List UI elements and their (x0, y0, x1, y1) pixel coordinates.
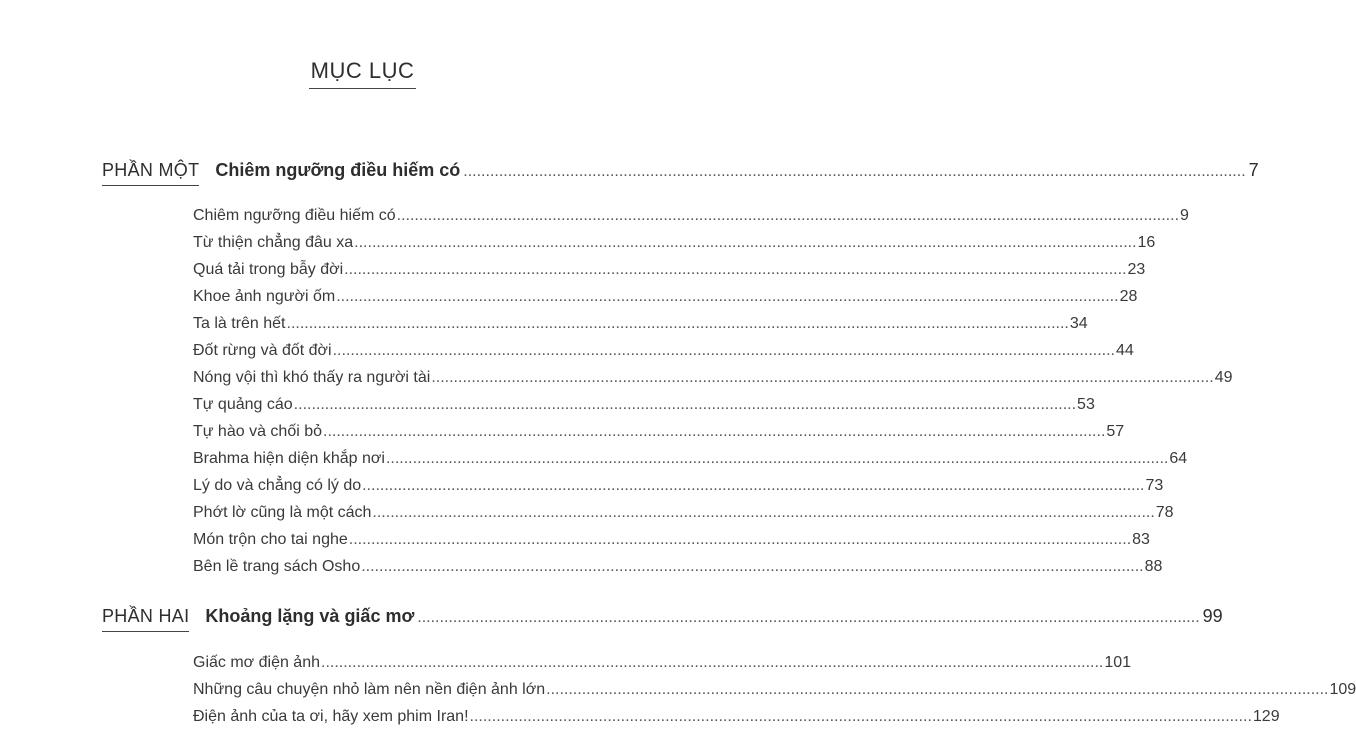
dot-leader: ................................................................................................................................................................................ (470, 708, 1252, 726)
part-title: Chiêm ngưỡng điều hiếm có (215, 160, 460, 186)
toc-entry[interactable] (193, 337, 611, 364)
toc-entry[interactable] (193, 472, 611, 499)
dot-leader: ................................................................................................................................................................................ (397, 207, 1179, 225)
toc-entry[interactable] (193, 418, 611, 445)
entry-page-number: 83 (1132, 531, 1150, 549)
entry-page-number: 78 (1156, 504, 1174, 522)
entry-page-number: 109 (1330, 681, 1356, 699)
toc-entry[interactable] (193, 526, 611, 553)
dot-leader: ................................................................................................................................................................................ (463, 163, 1245, 186)
entry-page-number: 73 (1145, 477, 1163, 495)
entry-page-number: 129 (1253, 708, 1280, 726)
entry-title: Quá tải trong bẫy đời (193, 261, 343, 279)
entry-title: Brahma hiện diện khắp nơi (193, 450, 385, 468)
dot-leader: ................................................................................................................................................................................ (294, 396, 1076, 414)
entry-page-number: 28 (1120, 288, 1138, 306)
entry-title: Lý do và chẳng có lý do (193, 477, 361, 495)
dot-leader: ................................................................................................................................................................................ (546, 681, 1328, 699)
part-title: Khoảng lặng và giấc mơ (205, 606, 414, 632)
entry-title: Bên lề trang sách Osho (193, 558, 360, 576)
toc-entry[interactable] (193, 499, 611, 526)
part-label: PHẦN HAI (102, 606, 189, 632)
toc-entry[interactable] (193, 553, 611, 580)
entry-title: Tự quảng cáo (193, 396, 293, 414)
part-heading-one[interactable] (102, 160, 612, 186)
toc-entry[interactable] (193, 229, 611, 256)
part-two-entries (193, 649, 611, 730)
dot-leader: ................................................................................................................................................................................ (417, 609, 1199, 632)
toc-entry[interactable] (193, 676, 611, 703)
entry-title: Nóng vội thì khó thấy ra người tài (193, 369, 430, 387)
dot-leader: ................................................................................................................................................................................ (372, 504, 1154, 522)
entry-page-number: 101 (1104, 654, 1131, 672)
part-heading-two[interactable] (102, 606, 612, 632)
entry-page-number: 64 (1169, 450, 1187, 468)
dot-leader: ................................................................................................................................................................................ (287, 315, 1069, 333)
toc-entry[interactable] (193, 202, 611, 229)
entry-title: Đốt rừng và đốt đời (193, 342, 332, 360)
entry-page-number: 9 (1180, 207, 1189, 225)
dot-leader: ................................................................................................................................................................................ (386, 450, 1168, 468)
part-page-number: 7 (1249, 160, 1259, 186)
entry-title: Tự hào và chối bỏ (193, 423, 322, 441)
dot-leader: ................................................................................................................................................................................ (323, 423, 1105, 441)
entry-title: Giấc mơ điện ảnh (193, 654, 320, 672)
entry-page-number: 88 (1145, 558, 1163, 576)
entry-page-number: 57 (1106, 423, 1124, 441)
toc-heading: MỤC LỤC (309, 58, 417, 89)
toc-heading-wrap (0, 58, 725, 89)
entry-title: Ta là trên hết (193, 315, 286, 333)
part-page-number: 99 (1203, 606, 1223, 632)
entry-title: Những câu chuyện nhỏ làm nên nền điện ảnh lớn (193, 681, 545, 699)
entry-page-number: 53 (1077, 396, 1095, 414)
dot-leader: ................................................................................................................................................................................ (349, 531, 1131, 549)
entry-title: Phớt lờ cũng là một cách (193, 504, 371, 522)
toc-entry[interactable] (193, 310, 611, 337)
dot-leader: ................................................................................................................................................................................ (361, 558, 1143, 576)
dot-leader: ................................................................................................................................................................................ (336, 288, 1118, 306)
entry-title: Từ thiện chẳng đâu xa (193, 234, 353, 252)
entry-page-number: 34 (1070, 315, 1088, 333)
entry-page-number: 44 (1116, 342, 1134, 360)
toc-entry[interactable] (193, 391, 611, 418)
entry-page-number: 49 (1215, 369, 1233, 387)
dot-leader: ................................................................................................................................................................................ (321, 654, 1103, 672)
dot-leader: ................................................................................................................................................................................ (431, 369, 1213, 387)
entry-page-number: 23 (1128, 261, 1146, 279)
part-one-entries (193, 202, 611, 580)
dot-leader: ................................................................................................................................................................................ (362, 477, 1144, 495)
toc-entry[interactable] (193, 364, 611, 391)
dot-leader: ................................................................................................................................................................................ (344, 261, 1126, 279)
toc-entry[interactable] (193, 445, 611, 472)
entry-title: Khoe ảnh người ốm (193, 288, 335, 306)
dot-leader: ................................................................................................................................................................................ (333, 342, 1115, 360)
entry-title: Điện ảnh của ta ơi, hãy xem phim Iran! (193, 708, 469, 726)
dot-leader: ................................................................................................................................................................................ (354, 234, 1136, 252)
entry-title: Món trộn cho tai nghe (193, 531, 348, 549)
toc-entry[interactable] (193, 703, 611, 730)
toc-entry[interactable] (193, 283, 611, 310)
toc-entry[interactable] (193, 256, 611, 283)
part-label: PHẦN MỘT (102, 160, 199, 186)
toc-entry[interactable] (193, 649, 611, 676)
entry-page-number: 16 (1138, 234, 1156, 252)
entry-title: Chiêm ngưỡng điều hiếm có (193, 207, 396, 225)
